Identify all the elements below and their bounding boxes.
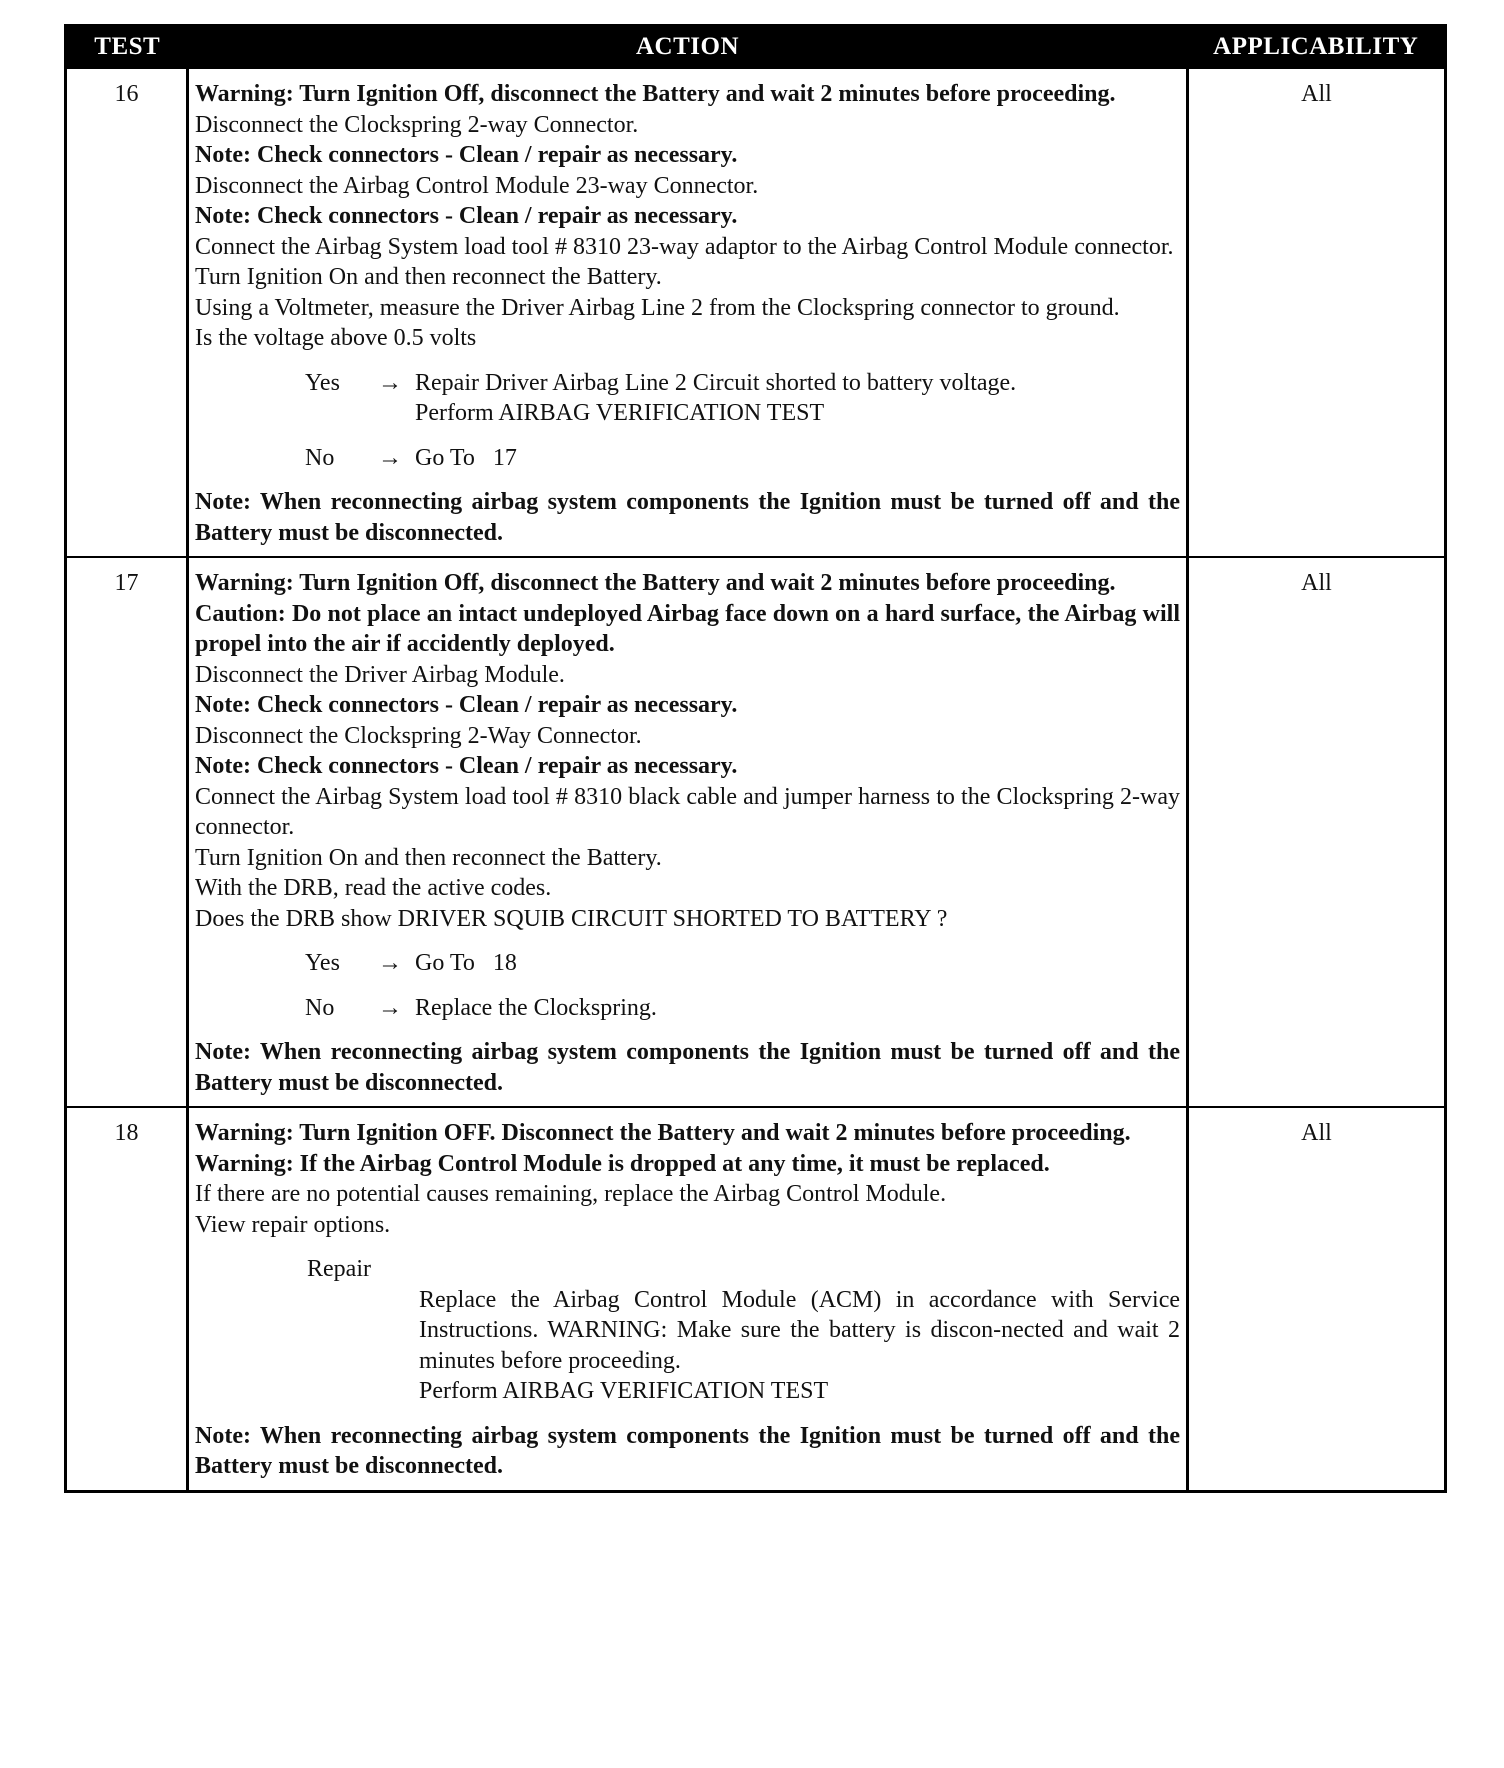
branch-outcome-line: Go To 17 [415, 444, 517, 471]
action-step-line: Using a Voltmeter, measure the Driver Airbag Line 2 from the Clockspring connector to ground. [195, 294, 1120, 321]
action-warning-line: Note: Check connectors - Clean / repair as necessary. [195, 692, 738, 718]
decision-branch [305, 443, 1180, 474]
action-step-line: If there are no potential causes remaining, replace the Airbag Control Module. [195, 1181, 947, 1207]
action-step-line: Connect the Airbag System load tool # 8310 black cable and jumper harness to the Clockspring 2-way connector. [195, 783, 1180, 840]
decision-branch [305, 993, 1180, 1024]
header-applicability: APPLICABILITY [1188, 26, 1446, 69]
branch-outcome [415, 368, 1180, 429]
applicability-value: All [1188, 557, 1446, 1107]
table-body [66, 68, 1446, 1491]
test-number: 16 [66, 68, 188, 557]
table-row [66, 1107, 1446, 1491]
branch-label: No [305, 444, 335, 471]
table-row [66, 557, 1446, 1107]
action-step-line: Connect the Airbag System load tool # 8310 23-way adaptor to the Airbag Control Module connector. [195, 233, 1174, 260]
test-number: 18 [66, 1107, 188, 1491]
decision-branch [305, 948, 1180, 979]
action-warning-line: Caution: Do not place an intact undeployed Airbag face down on a hard surface, the Airbag will propel into the air if accidently deployed. [195, 600, 1180, 657]
reconnect-note: Note: When reconnecting airbag system components the Ignition must be turned off and the Battery must be disconnected. [195, 1422, 1180, 1479]
arrow-right-icon: → [378, 994, 402, 1021]
branch-label: Yes [305, 950, 340, 976]
branch-outcome-line: Repair Driver Airbag Line 2 Circuit shorted to battery voltage. [415, 369, 1017, 396]
decision-branch [305, 368, 1180, 429]
action-warning-line: Note: Check connectors - Clean / repair as necessary. [195, 203, 738, 229]
branch-outcome [415, 993, 1180, 1024]
action-cell [188, 68, 1188, 557]
action-step-line: Turn Ignition On and then reconnect the Battery. [195, 844, 662, 871]
repair-instructions: Replace the Airbag Control Module (ACM) in accordance with Service Instructions. WARNING: Make sure the battery is discon-nected and wait 2 minutes before proceeding. [419, 1286, 1180, 1374]
action-step-line: Disconnect the Clockspring 2-way Connector. [195, 111, 639, 138]
applicability-value: All [1188, 1107, 1446, 1491]
branch-label: No [305, 994, 335, 1021]
table-row [66, 68, 1446, 557]
test-number: 17 [66, 557, 188, 1107]
spacer [195, 473, 1180, 487]
arrow-right-icon: → [378, 444, 402, 471]
header-action: ACTION [188, 26, 1188, 69]
branch-outcome [415, 948, 1180, 979]
repair-label: Repair [307, 1256, 371, 1282]
action-cell [188, 557, 1188, 1107]
spacer [195, 1023, 1180, 1037]
reconnect-note: Note: When reconnecting airbag system components the Ignition must be turned off and the Battery must be disconnected. [195, 489, 1180, 546]
action-warning-line: Warning: Turn Ignition OFF. Disconnect the Battery and wait 2 minutes before proceeding. [195, 1120, 1131, 1146]
action-cell [188, 1107, 1188, 1491]
branch-outcome-line: Replace the Clockspring. [415, 994, 657, 1021]
branch-label: Yes [305, 369, 340, 396]
repair-verification: Perform AIRBAG VERIFICATION TEST [419, 1378, 829, 1404]
branch-outcome [415, 443, 1180, 474]
spacer [195, 1407, 1180, 1421]
action-warning-line: Note: Check connectors - Clean / repair as necessary. [195, 142, 738, 168]
action-warning-line: Warning: If the Airbag Control Module is dropped at any time, it must be replaced. [195, 1150, 1050, 1177]
action-step-line: Turn Ignition On and then reconnect the Battery. [195, 264, 662, 290]
applicability-value: All [1188, 68, 1446, 557]
test-action-table [64, 24, 1447, 1493]
action-warning-line: Warning: Turn Ignition Off, disconnect the Battery and wait 2 minutes before proceeding. [195, 570, 1116, 596]
action-step-line: With the DRB, read the active codes. [195, 875, 552, 901]
header-test: TEST [66, 26, 188, 69]
action-step-line: Disconnect the Airbag Control Module 23-way Connector. [195, 172, 759, 199]
reconnect-note: Note: When reconnecting airbag system components the Ignition must be turned off and the Battery must be disconnected. [195, 1039, 1180, 1096]
table-header-row [66, 26, 1446, 69]
action-step-line: Disconnect the Clockspring 2-Way Connector. [195, 722, 642, 749]
branch-outcome-line: Perform AIRBAG VERIFICATION TEST [415, 400, 825, 426]
action-warning-line: Note: Check connectors - Clean / repair as necessary. [195, 753, 738, 779]
branch-outcome-line: Go To 18 [415, 950, 517, 976]
arrow-right-icon: → [378, 369, 402, 396]
action-step-line: View repair options. [195, 1211, 391, 1238]
action-step-line: Is the voltage above 0.5 volts [195, 325, 477, 351]
action-step-line: Disconnect the Driver Airbag Module. [195, 661, 565, 688]
arrow-right-icon: → [378, 950, 402, 976]
action-step-line: Does the DRB show DRIVER SQUIB CIRCUIT SHORTED TO BATTERY ? [195, 905, 948, 932]
action-warning-line: Warning: Turn Ignition Off, disconnect the Battery and wait 2 minutes before proceeding. [195, 81, 1116, 107]
